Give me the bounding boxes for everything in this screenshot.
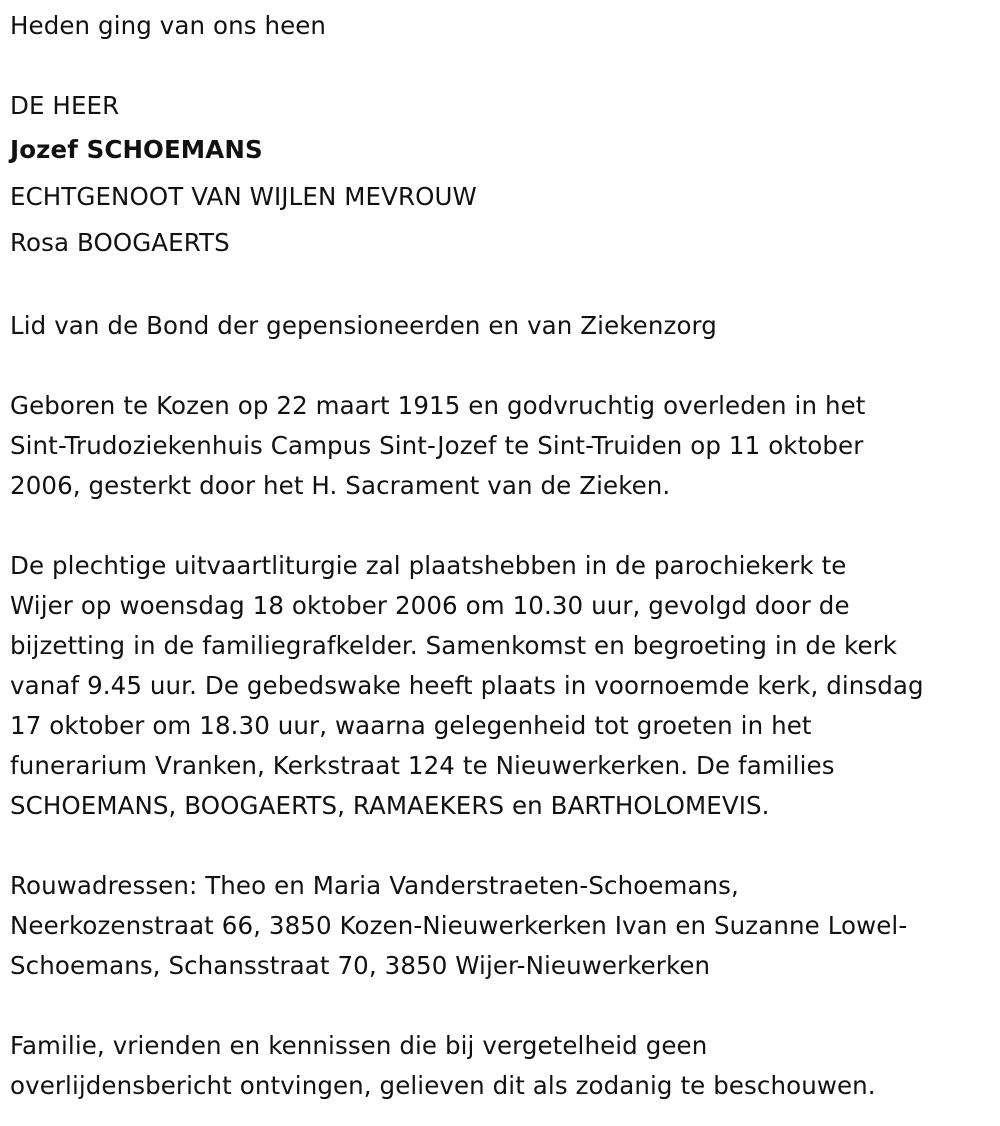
obituary-notice xyxy=(10,6,995,1106)
paragraph-line: Rouwadressen: Theo en Maria Vanderstraeten-Schoemans, xyxy=(10,871,739,900)
closing-paragraph xyxy=(10,1026,995,1106)
spacer xyxy=(10,506,995,546)
paragraph-line: Neerkozenstraat 66, 3850 Kozen-Nieuwerkerken Ivan en Suzanne Lowel- xyxy=(10,911,908,940)
paragraph-line: funerarium Vranken, Kerkstraat 124 te Nieuwerkerken. De families xyxy=(10,751,835,780)
spouse-name: Rosa BOOGAERTS xyxy=(10,228,230,257)
paragraph-line: Sint-Trudoziekenhuis Campus Sint-Jozef te Sint-Truiden op 11 oktober xyxy=(10,431,864,460)
paragraph-line: 2006, gesterkt door het H. Sacrament van de Zieken. xyxy=(10,471,671,500)
birth-death-paragraph xyxy=(10,386,995,506)
paragraph-line: overlijdensbericht ontvingen, gelieven dit als zodanig te beschouwen. xyxy=(10,1071,876,1100)
spacer xyxy=(10,346,995,386)
spouse-line: ECHTGENOOT VAN WIJLEN MEVROUW xyxy=(10,182,477,211)
deceased-name: Jozef SCHOEMANS xyxy=(10,135,263,164)
intro-line: Heden ging van ons heen xyxy=(10,11,327,40)
title-line: DE HEER xyxy=(10,91,120,120)
paragraph-line: Wijer op woensdag 18 oktober 2006 om 10.30 uur, gevolgd door de xyxy=(10,591,850,620)
spacer xyxy=(10,986,995,1026)
spacer xyxy=(10,826,995,866)
paragraph-line: Familie, vrienden en kennissen die bij vergetelheid geen xyxy=(10,1031,708,1060)
funeral-paragraph xyxy=(10,546,995,826)
spacer xyxy=(10,266,995,306)
spacer xyxy=(10,46,995,86)
paragraph-line: De plechtige uitvaartliturgie zal plaatshebben in de parochiekerk te xyxy=(10,551,847,580)
paragraph-line: Schoemans, Schansstraat 70, 3850 Wijer-Nieuwerkerken xyxy=(10,951,711,980)
paragraph-line: vanaf 9.45 uur. De gebedswake heeft plaats in voornoemde kerk, dinsdag xyxy=(10,671,924,700)
paragraph-line: 17 oktober om 18.30 uur, waarna gelegenheid tot groeten in het xyxy=(10,711,812,740)
membership-line: Lid van de Bond der gepensioneerden en van Ziekenzorg xyxy=(10,311,717,340)
paragraph-line: bijzetting in de familiegrafkelder. Samenkomst en begroeting in de kerk xyxy=(10,631,898,660)
addresses-paragraph xyxy=(10,866,995,986)
paragraph-line: SCHOEMANS, BOOGAERTS, RAMAEKERS en BARTHOLOMEVIS. xyxy=(10,791,770,820)
paragraph-line: Geboren te Kozen op 22 maart 1915 en godvruchtig overleden in het xyxy=(10,391,866,420)
